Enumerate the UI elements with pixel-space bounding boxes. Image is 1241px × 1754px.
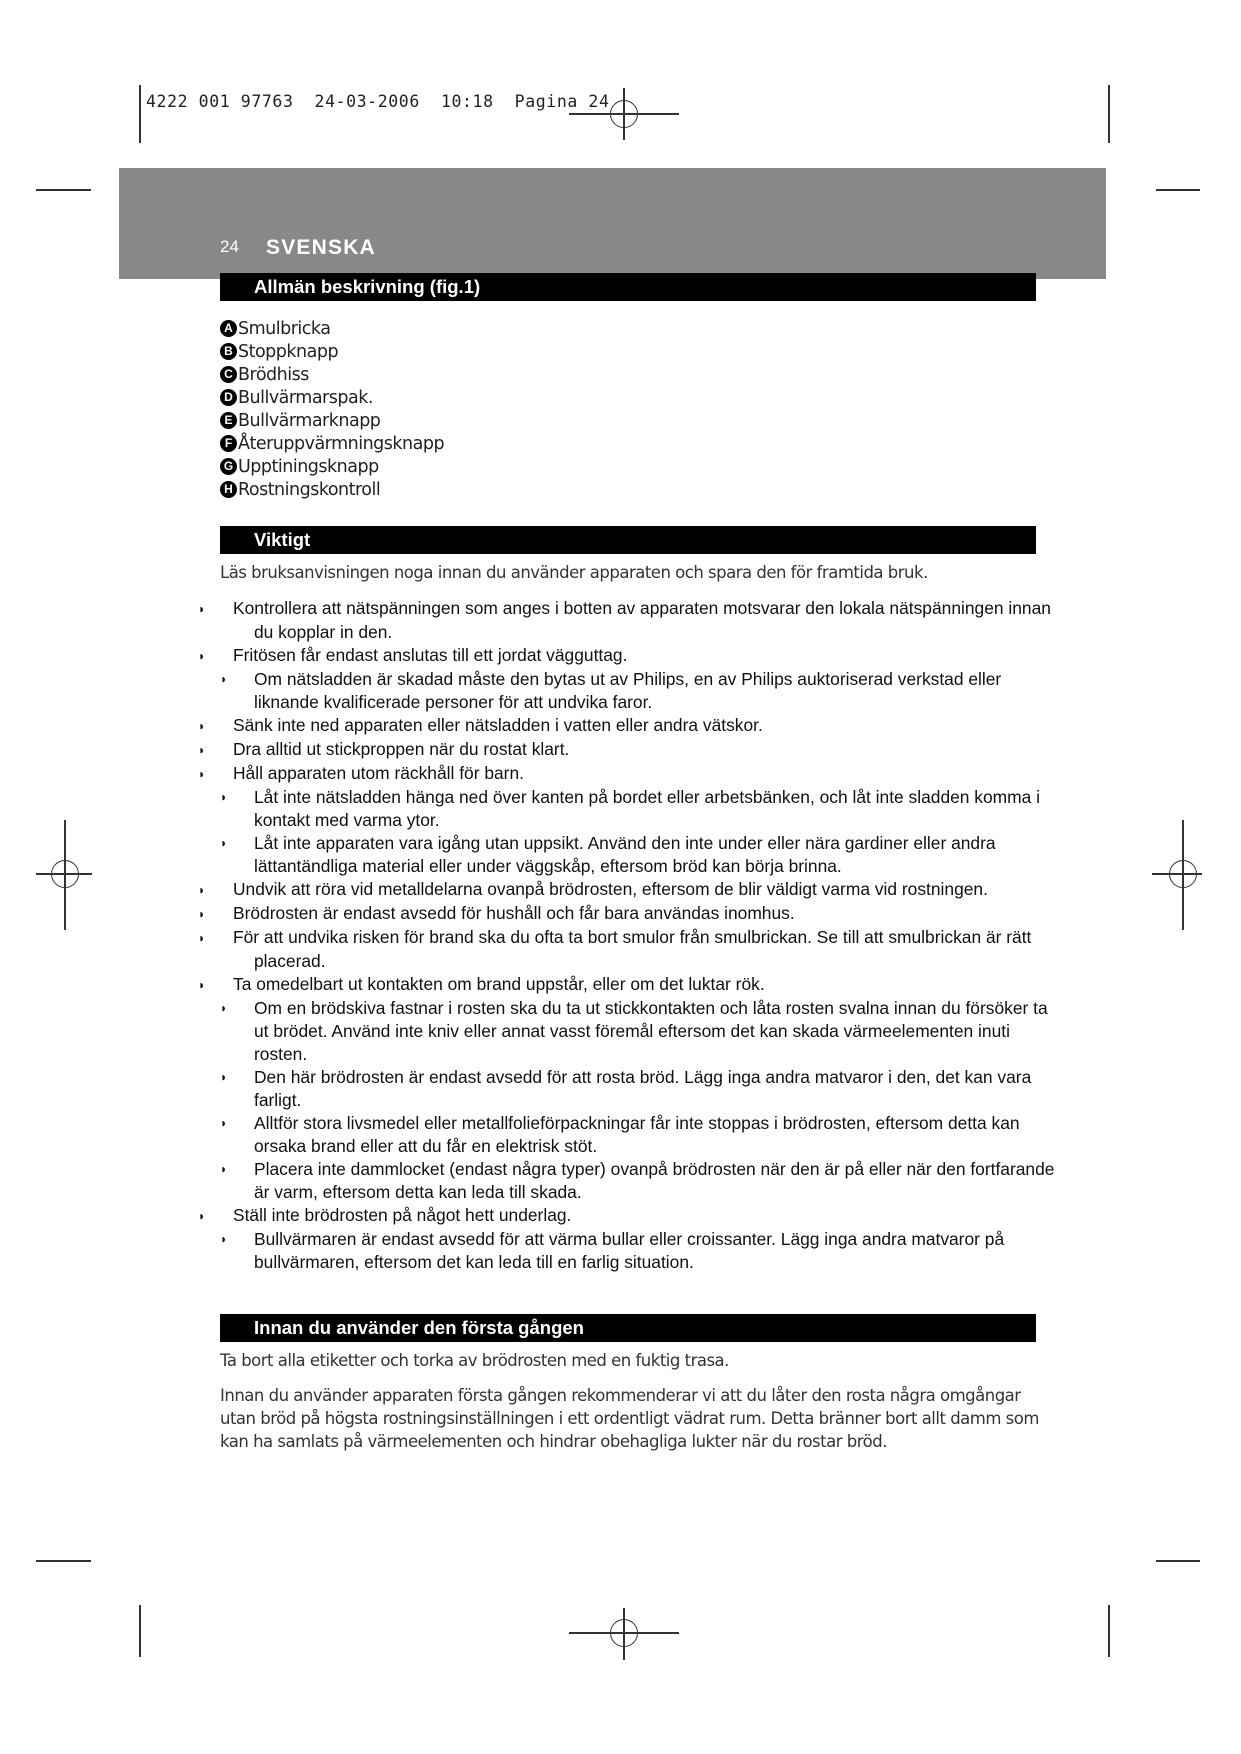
crop-mark	[36, 1560, 91, 1562]
bullet-icon: ◗	[198, 719, 206, 733]
warning-list	[198, 597, 1060, 1274]
legend-item	[220, 318, 444, 341]
warning-item	[198, 902, 1060, 926]
legend-label: Bullvärmarspak.	[238, 388, 373, 408]
warning-item	[220, 1158, 1060, 1204]
bullet-icon: ◗	[198, 1209, 206, 1223]
language-heading: SVENSKA	[266, 236, 376, 259]
warning-text: Alltför stora livsmedel eller metallfolieförpackningar får inte stoppas i brödrosten, eftersom detta kan orsaka brand eller att du får en elektrisk stöt.	[254, 1113, 1020, 1156]
legend-label: Brödhiss	[238, 365, 309, 385]
bullet-icon: ◗	[220, 836, 228, 850]
crop-mark	[139, 1605, 141, 1657]
warning-item	[198, 714, 1060, 738]
letter-badge: H	[220, 481, 237, 498]
legend-label: Återuppvärmningsknapp	[238, 434, 445, 454]
warning-item	[198, 644, 1060, 668]
warning-text: Placera inte dammlocket (endast några typer) ovanpå brödrosten när den är på eller när den fortfarande är varm, eftersom detta kan leda till skada.	[254, 1159, 1055, 1202]
warning-text: Om en brödskiva fastnar i rosten ska du ta ut stickkontakten och låta rosten svalna innan du försöker ta ut brödet. Använd inte kniv eller annat vasst föremål eftersom det kan skada värmeelementen inuti rosten.	[254, 998, 1048, 1064]
registration-mark-left	[51, 860, 79, 888]
legend-label: Upptiningsknapp	[238, 457, 379, 477]
registration-mark-top	[610, 100, 638, 128]
warning-item	[198, 878, 1060, 902]
warning-text: Om nätsladden är skadad måste den bytas ut av Philips, en av Philips auktoriserad verkstad eller liknande kvalificerade personer för att undvika faror.	[254, 669, 1002, 712]
warning-text: För att undvika risken för brand ska du ofta ta bort smulor från smulbrickan. Se till att smulbrickan är rätt placerad.	[233, 927, 1032, 971]
legend-item	[220, 479, 444, 502]
letter-badge: F	[220, 435, 237, 452]
legend-item	[220, 433, 444, 456]
crop-mark	[1156, 189, 1200, 191]
legend-item	[220, 456, 444, 479]
crop-mark	[1108, 85, 1110, 143]
letter-badge: G	[220, 458, 237, 475]
warning-item	[220, 1112, 1060, 1158]
crop-mark	[36, 189, 91, 191]
legend-label: Rostningskontroll	[238, 480, 381, 500]
bullet-icon: ◗	[198, 931, 206, 945]
warning-item	[220, 1066, 1060, 1112]
bullet-icon: ◗	[198, 602, 206, 616]
crop-mark	[1156, 1560, 1200, 1562]
crop-mark	[1108, 1605, 1110, 1657]
legend-item	[220, 341, 444, 364]
bullet-icon: ◗	[220, 1232, 228, 1246]
bullet-icon: ◗	[198, 767, 206, 781]
warning-item	[220, 832, 1060, 878]
warning-item	[220, 1228, 1060, 1274]
bullet-icon: ◗	[220, 1001, 228, 1015]
warning-item	[220, 668, 1060, 714]
bullet-icon: ◗	[198, 883, 206, 897]
section-heading-before-first-use: Innan du använder den första gången	[220, 1314, 1036, 1342]
warning-item	[198, 597, 1060, 644]
legend-label: Smulbricka	[238, 319, 331, 339]
warning-item	[198, 738, 1060, 762]
registration-mark-bottom	[610, 1619, 638, 1647]
bullet-icon: ◗	[220, 672, 228, 686]
bullet-icon: ◗	[220, 1116, 228, 1130]
warning-item	[220, 997, 1060, 1066]
warning-text: Dra alltid ut stickproppen när du rostat klart.	[233, 739, 570, 759]
warning-text: Håll apparaten utom räckhåll för barn.	[233, 763, 524, 783]
warning-text: Sänk inte ned apparaten eller nätsladden i vatten eller andra vätskor.	[233, 715, 763, 735]
header-banner	[119, 168, 1106, 279]
warning-item	[198, 973, 1060, 997]
section-heading-important: Viktigt	[220, 526, 1036, 554]
warning-text: Ta omedelbart ut kontakten om brand uppstår, eller om det luktar rök.	[233, 974, 765, 994]
section-heading-general: Allmän beskrivning (fig.1)	[220, 273, 1036, 301]
legend-label: Bullvärmarknapp	[238, 411, 381, 431]
bullet-icon: ◗	[198, 907, 206, 921]
legend-item	[220, 364, 444, 387]
crop-mark	[139, 85, 141, 143]
warning-text: Låt inte apparaten vara igång utan uppsikt. Använd den inte under eller nära gardiner eller andra lättantändliga material eller under väggskåp, eftersom bröd kan börja brinna.	[254, 833, 996, 876]
warning-text: Kontrollera att nätspänningen som anges i botten av apparaten motsvarar den lokala nätspänningen innan du kopplar in den.	[233, 598, 1051, 642]
letter-badge: B	[220, 343, 237, 360]
letter-badge: E	[220, 412, 237, 429]
bullet-icon: ◗	[198, 743, 206, 757]
before-use-paragraph: Innan du använder apparaten första gången rekommenderar vi att du låter den rosta några omgångar utan bröd på högsta rostningsinställningen i ett ordentligt vädrat rum. Detta bränner bort allt damm som kan ha samlats på värmeelementen och hindrar obehagliga lukter när du rostar bröd.	[220, 1386, 1039, 1451]
warning-item	[198, 926, 1060, 973]
warning-text: Fritösen får endast anslutas till ett jordat vägguttag.	[233, 645, 628, 665]
warning-item	[198, 1204, 1060, 1228]
warning-item	[220, 786, 1060, 832]
bullet-icon: ◗	[198, 649, 206, 663]
page-number: 24	[220, 237, 239, 256]
bullet-icon: ◗	[220, 790, 228, 804]
bullet-icon: ◗	[220, 1070, 228, 1084]
important-intro: Läs bruksanvisningen noga innan du använder apparaten och spara den för framtida bruk.	[220, 563, 928, 582]
print-header: 4222 001 97763 24-03-2006 10:18 Pagina 24	[146, 92, 610, 111]
warning-text: Bullvärmaren är endast avsedd för att värma bullar eller croissanter. Lägg inga andra matvaror på bullvärmaren, eftersom det kan leda till en farlig situation.	[254, 1229, 1005, 1272]
legend-item	[220, 387, 444, 410]
warning-text: Den här brödrosten är endast avsedd för att rosta bröd. Lägg inga andra matvaror i den, det kan vara farligt.	[254, 1067, 1032, 1110]
letter-badge: D	[220, 389, 237, 406]
legend-label: Stoppknapp	[238, 342, 339, 362]
parts-legend	[220, 318, 444, 502]
warning-text: Undvik att röra vid metalldelarna ovanpå brödrosten, eftersom de blir väldigt varma vid rostningen.	[233, 879, 988, 899]
bullet-icon: ◗	[198, 978, 206, 992]
registration-mark-right	[1169, 860, 1197, 888]
warning-item	[198, 762, 1060, 786]
letter-badge: A	[220, 320, 237, 337]
warning-text: Låt inte nätsladden hänga ned över kanten på bordet eller arbetsbänken, och låt inte sladden komma i kontakt med varma ytor.	[254, 787, 1041, 830]
warning-text: Brödrosten är endast avsedd för hushåll och får bara användas inomhus.	[233, 903, 795, 923]
legend-item	[220, 410, 444, 433]
letter-badge: C	[220, 366, 237, 383]
bullet-icon: ◗	[220, 1162, 228, 1176]
before-use-paragraph: Ta bort alla etiketter och torka av brödrosten med en fuktig trasa.	[220, 1351, 729, 1370]
warning-text: Ställ inte brödrosten på något hett underlag.	[233, 1205, 572, 1225]
